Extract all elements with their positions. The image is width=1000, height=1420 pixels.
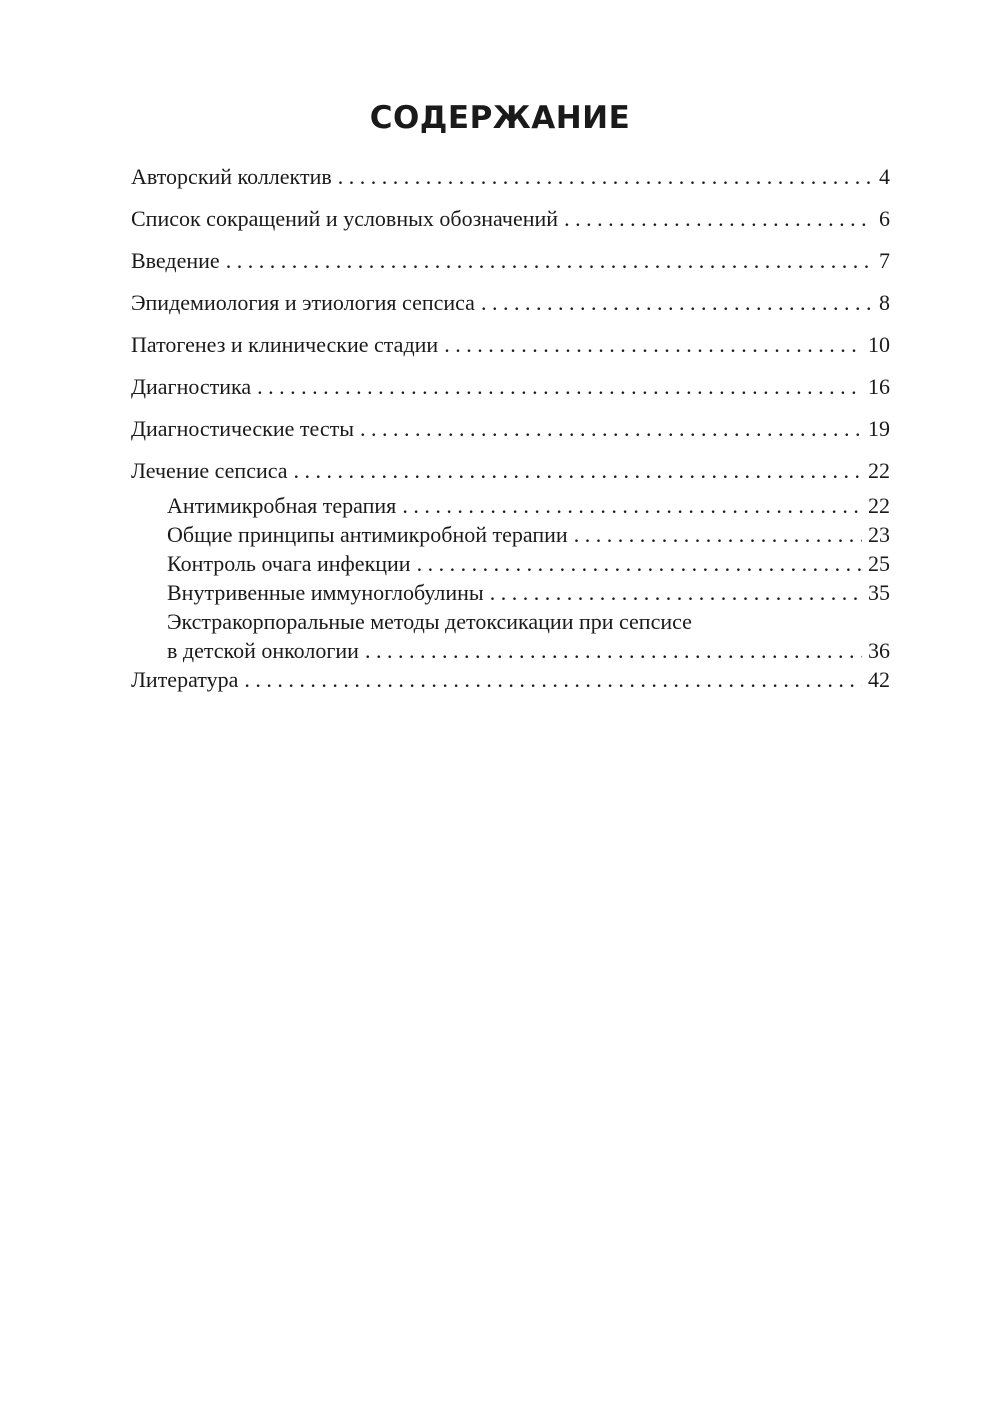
toc-entry-diagnostic-tests[interactable] [131,414,890,456]
dot-leader [244,665,862,695]
dot-leader [294,456,862,486]
toc-entry-page: 7 [879,248,890,273]
toc-entry-label: Авторский коллектив [131,164,332,189]
toc-entry-literature[interactable] [131,665,890,695]
dot-leader [338,162,873,192]
dot-leader [574,520,862,550]
dot-leader [360,414,862,444]
toc-entry-label: Антимикробная терапия [167,493,397,518]
toc-entry-treatment[interactable] [131,456,890,491]
toc-entry-page: 6 [879,206,890,231]
toc-entry-label: Внутривенные иммуноглобулины [167,580,484,605]
toc-entry-label: Эпидемиология и этиология сепсиса [131,290,475,315]
toc-entry-label: Литература [131,667,239,692]
toc-entry-label: Патогенез и клинические стадии [131,332,439,357]
toc-entry-label: Контроль очага инфекции [167,551,411,576]
page-title: СОДЕРЖАНИЕ [369,100,631,136]
toc-subentry-antimicrobial-principles[interactable] [131,520,890,549]
toc-entry-introduction[interactable] [131,246,890,288]
dot-leader [257,372,862,402]
dot-leader [481,288,873,318]
toc-entry-page: 25 [868,551,890,576]
toc-entry-label: Диагностика [131,374,252,399]
toc-entry-page: 42 [868,667,890,692]
toc-entry-page: 16 [868,374,890,399]
toc-entry-label-continued: в детской онкологии [167,638,359,663]
toc-entry-label: Введение [131,248,220,273]
toc-entry-page: 35 [868,580,890,605]
dot-leader [444,330,862,360]
dot-leader [417,549,862,579]
toc-entry-page: 19 [868,416,890,441]
toc-entry-page: 23 [868,522,890,547]
table-of-contents [131,162,890,695]
toc-entry-page: 36 [868,638,890,663]
toc-subentry-extracorporeal[interactable] [131,607,890,665]
toc-entry-label: Список сокращений и условных обозначений [131,206,559,231]
toc-entry-epidemiology[interactable] [131,288,890,330]
toc-entry-authors[interactable] [131,162,890,204]
toc-entry-page: 10 [868,332,890,357]
toc-entry-page: 4 [879,164,890,189]
dot-leader [564,204,873,234]
dot-leader [490,578,862,608]
toc-entry-pathogenesis[interactable] [131,330,890,372]
toc-entry-abbreviations[interactable] [131,204,890,246]
toc-subentry-immunoglobulins[interactable] [131,578,890,607]
toc-entry-page: 22 [868,458,890,483]
toc-subentry-antimicrobial[interactable] [131,491,890,520]
toc-entry-label: Лечение сепсиса [131,458,288,483]
toc-entry-page: 22 [868,493,890,518]
dot-leader [226,246,873,276]
dot-leader [402,491,862,521]
toc-entry-label: Общие принципы антимикробной терапии [167,522,568,547]
toc-entry-label: Экстракорпоральные методы детоксикации при сепсисе [167,609,692,634]
toc-entry-page: 8 [879,290,890,315]
toc-entry-diagnostics[interactable] [131,372,890,414]
toc-entry-label: Диагностические тесты [131,416,354,441]
dot-leader [365,636,862,665]
toc-subentry-infection-control[interactable] [131,549,890,578]
